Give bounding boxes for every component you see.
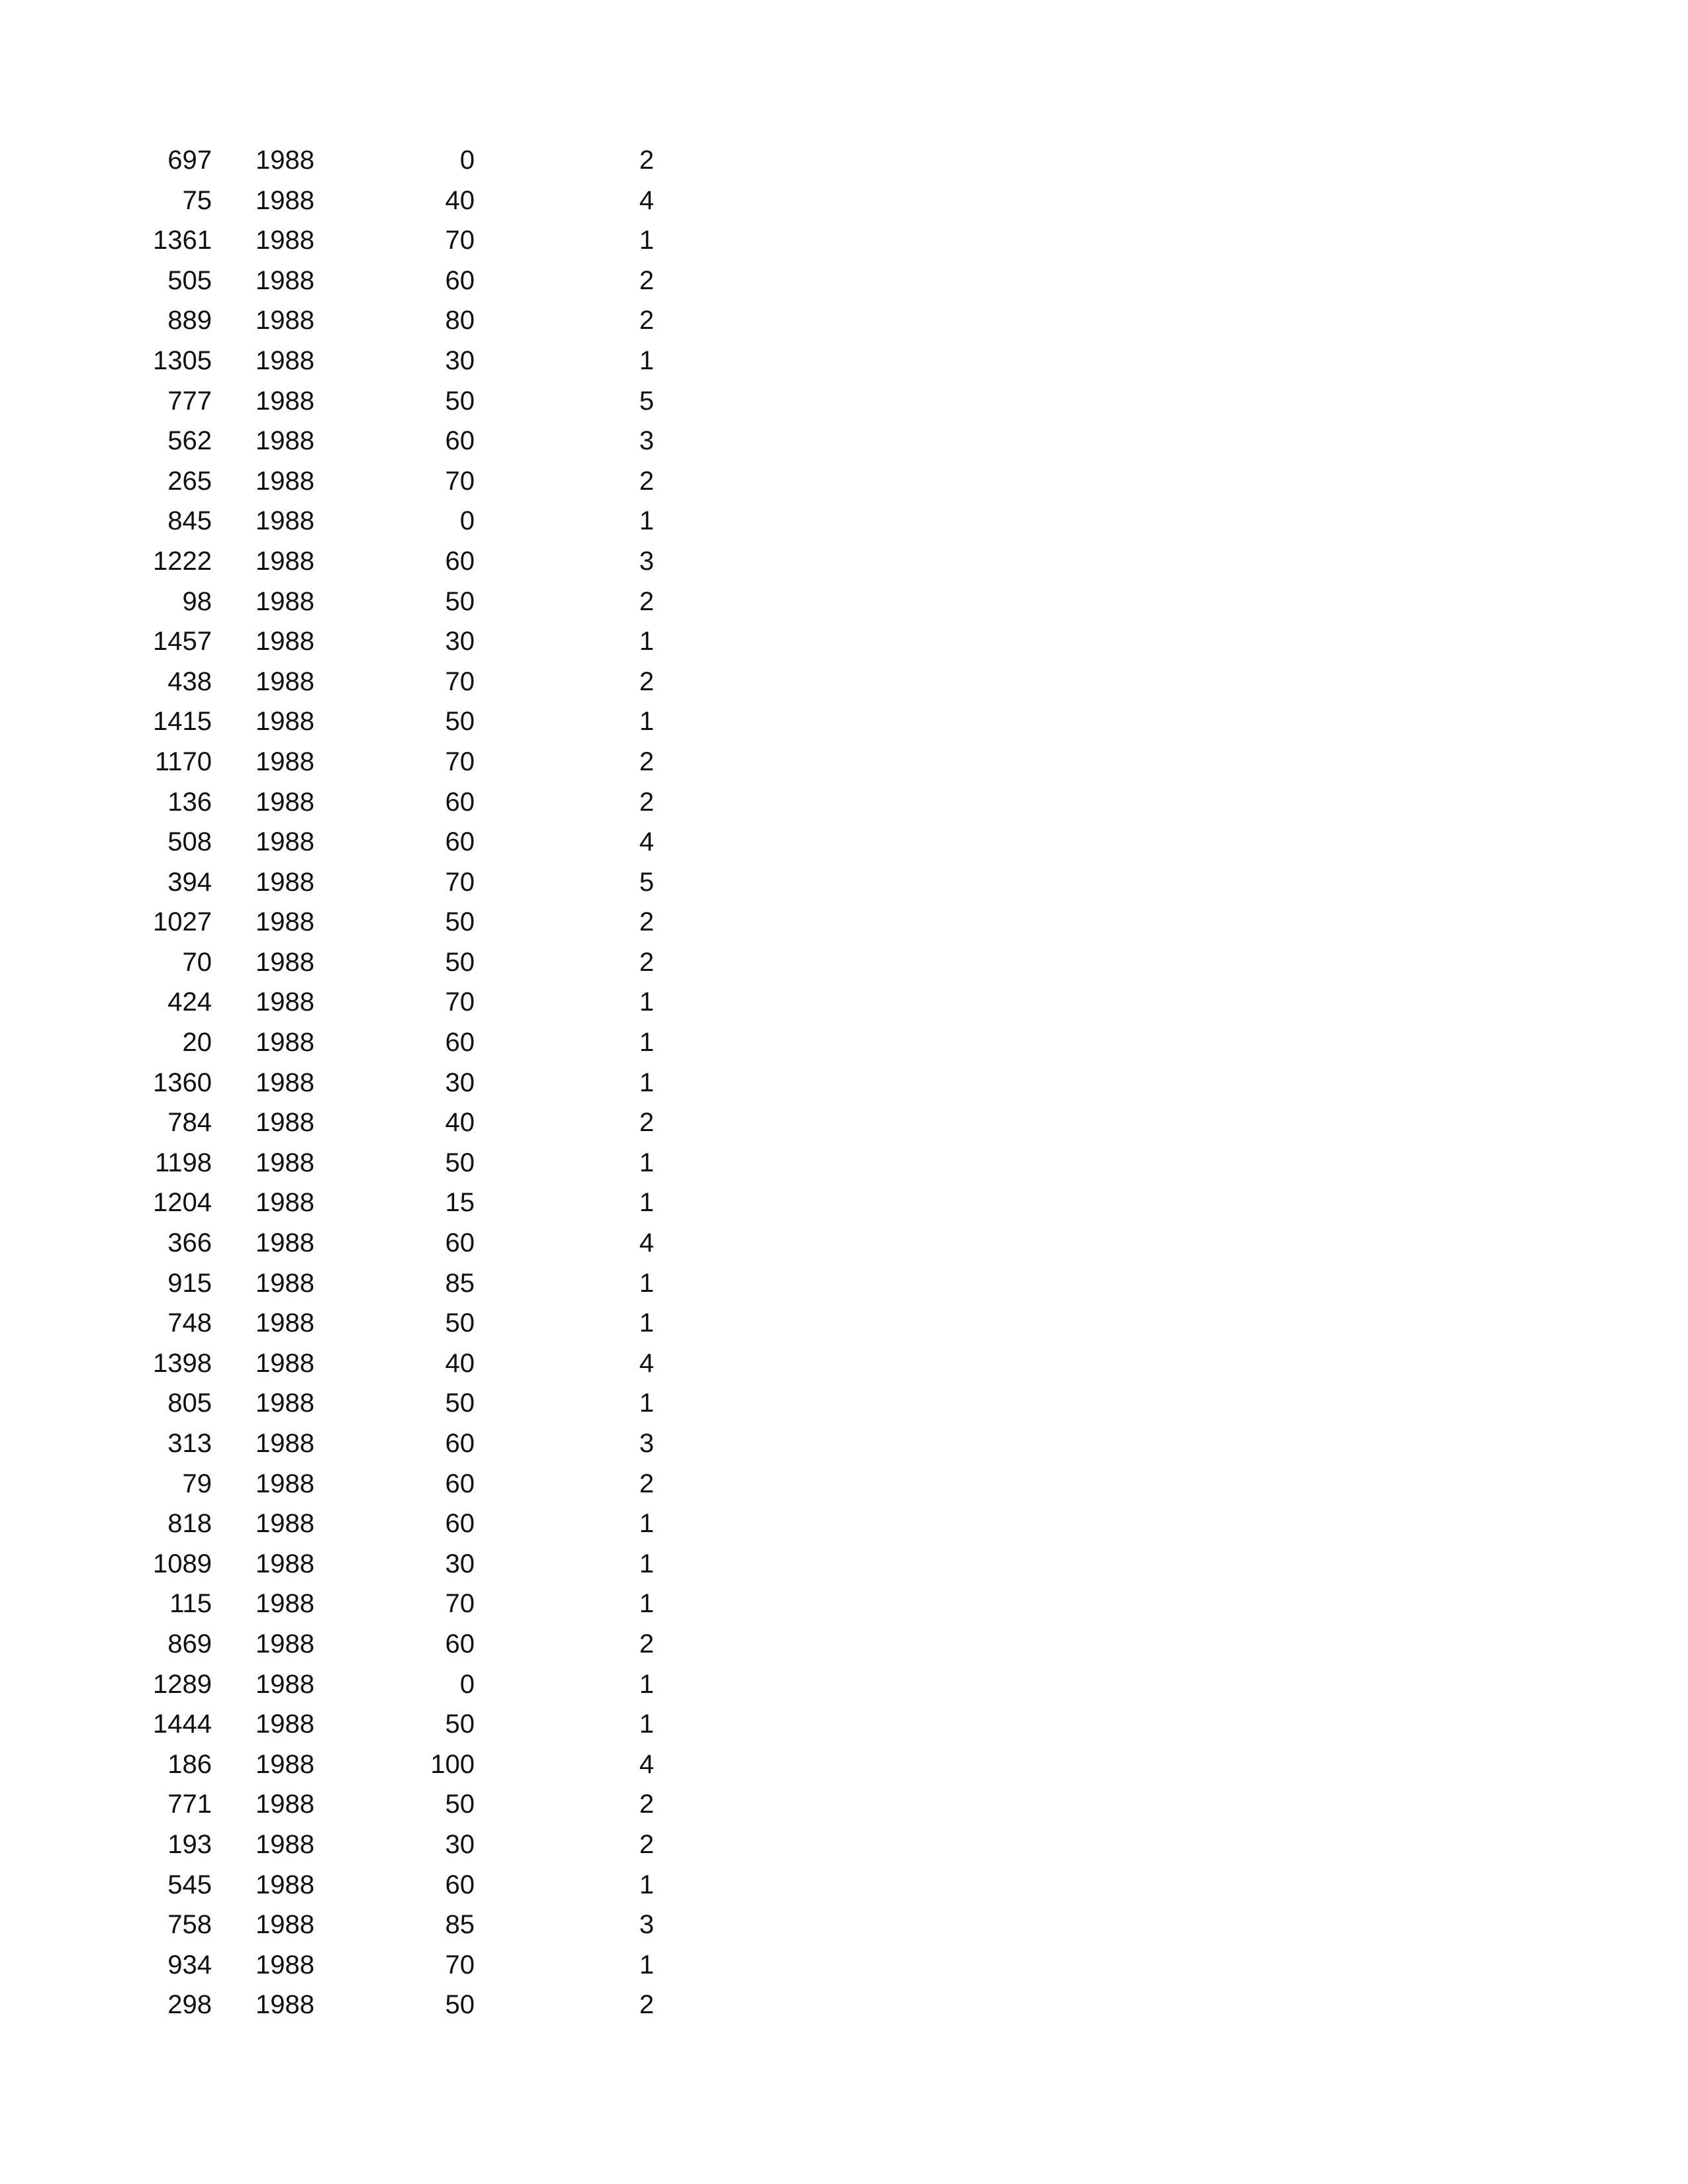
- cell-value: 60: [445, 1228, 475, 1258]
- table-row: [0, 181, 728, 221]
- cell-value: 60: [445, 546, 475, 576]
- table-row: [0, 621, 728, 662]
- cell-id: 424: [167, 987, 212, 1017]
- cell-year: 1988: [256, 747, 314, 776]
- cell-value: 70: [445, 666, 475, 696]
- cell-count: 1: [639, 1068, 654, 1097]
- table-row: [0, 220, 728, 261]
- cell-count: 1: [639, 1509, 654, 1539]
- table-row: [0, 1504, 728, 1544]
- cell-year: 1988: [256, 1950, 314, 1979]
- cell-year: 1988: [256, 1709, 314, 1739]
- cell-value: 85: [445, 1268, 475, 1298]
- cell-id: 298: [167, 1990, 212, 2020]
- table-row: [0, 1063, 728, 1103]
- cell-id: 784: [167, 1108, 212, 1138]
- cell-count: 1: [639, 226, 654, 255]
- cell-count: 2: [639, 1108, 654, 1138]
- cell-id: 136: [167, 787, 212, 817]
- cell-count: 1: [639, 1589, 654, 1619]
- cell-id: 889: [167, 306, 212, 336]
- cell-id: 1089: [153, 1549, 212, 1578]
- cell-id: 79: [182, 1469, 212, 1498]
- table-row: [0, 1143, 728, 1183]
- cell-count: 1: [639, 1268, 654, 1298]
- cell-year: 1988: [256, 466, 314, 496]
- cell-value: 50: [445, 707, 475, 737]
- cell-year: 1988: [256, 506, 314, 536]
- cell-count: 1: [639, 345, 654, 375]
- cell-year: 1988: [256, 1188, 314, 1218]
- cell-count: 2: [639, 586, 654, 616]
- cell-value: 50: [445, 1148, 475, 1177]
- table-row: [0, 1383, 728, 1424]
- cell-year: 1988: [256, 1990, 314, 2020]
- cell-value: 60: [445, 1429, 475, 1458]
- cell-value: 70: [445, 747, 475, 776]
- cell-year: 1988: [256, 907, 314, 937]
- cell-id: 505: [167, 265, 212, 295]
- cell-id: 748: [167, 1308, 212, 1338]
- cell-count: 4: [639, 1749, 654, 1779]
- table-row: [0, 341, 728, 381]
- cell-year: 1988: [256, 586, 314, 616]
- cell-count: 2: [639, 1829, 654, 1859]
- cell-year: 1988: [256, 1028, 314, 1058]
- table-row: [0, 702, 728, 742]
- cell-count: 1: [639, 987, 654, 1017]
- cell-year: 1988: [256, 546, 314, 576]
- cell-count: 3: [639, 1910, 654, 1940]
- cell-value: 0: [459, 146, 475, 175]
- table-row: [0, 1584, 728, 1624]
- cell-count: 1: [639, 1870, 654, 1899]
- table-row: [0, 1464, 728, 1504]
- cell-count: 1: [639, 1028, 654, 1058]
- cell-value: 30: [445, 1068, 475, 1097]
- cell-value: 60: [445, 1509, 475, 1539]
- table-row: [0, 421, 728, 461]
- cell-id: 934: [167, 1950, 212, 1979]
- cell-count: 1: [639, 707, 654, 737]
- table-row: [0, 942, 728, 983]
- cell-count: 4: [639, 827, 654, 857]
- table-row: [0, 1624, 728, 1664]
- cell-year: 1988: [256, 787, 314, 817]
- cell-id: 1222: [153, 546, 212, 576]
- table-row: [0, 501, 728, 541]
- cell-value: 50: [445, 947, 475, 977]
- cell-count: 1: [639, 1148, 654, 1177]
- cell-value: 50: [445, 1790, 475, 1819]
- cell-value: 30: [445, 627, 475, 657]
- cell-count: 2: [639, 907, 654, 937]
- table-row: [0, 1704, 728, 1745]
- cell-id: 1360: [153, 1068, 212, 1097]
- cell-value: 60: [445, 787, 475, 817]
- table-row: [0, 1544, 728, 1584]
- cell-id: 366: [167, 1228, 212, 1258]
- cell-value: 50: [445, 1308, 475, 1338]
- cell-value: 60: [445, 1870, 475, 1899]
- cell-year: 1988: [256, 306, 314, 336]
- table-row: [0, 1985, 728, 2025]
- cell-count: 1: [639, 1950, 654, 1979]
- cell-id: 265: [167, 466, 212, 496]
- cell-id: 818: [167, 1509, 212, 1539]
- cell-value: 50: [445, 386, 475, 416]
- table-row: [0, 1343, 728, 1384]
- cell-count: 1: [639, 1669, 654, 1699]
- cell-id: 20: [182, 1028, 212, 1058]
- cell-id: 805: [167, 1388, 212, 1418]
- table-row: [0, 1223, 728, 1263]
- cell-id: 777: [167, 386, 212, 416]
- cell-count: 4: [639, 1228, 654, 1258]
- table-row: [0, 822, 728, 862]
- cell-id: 562: [167, 426, 212, 456]
- cell-value: 50: [445, 1990, 475, 2020]
- cell-count: 2: [639, 1629, 654, 1659]
- cell-count: 2: [639, 265, 654, 295]
- cell-id: 1289: [153, 1669, 212, 1699]
- cell-year: 1988: [256, 1829, 314, 1859]
- cell-id: 75: [182, 185, 212, 215]
- cell-id: 697: [167, 146, 212, 175]
- cell-id: 1361: [153, 226, 212, 255]
- cell-count: 2: [639, 306, 654, 336]
- table-row: [0, 1023, 728, 1063]
- table-row: [0, 381, 728, 422]
- cell-count: 2: [639, 666, 654, 696]
- cell-count: 2: [639, 947, 654, 977]
- cell-count: 3: [639, 426, 654, 456]
- table-row: [0, 782, 728, 823]
- cell-year: 1988: [256, 1228, 314, 1258]
- cell-id: 545: [167, 1870, 212, 1899]
- cell-count: 1: [639, 1388, 654, 1418]
- table-row: [0, 862, 728, 903]
- cell-count: 2: [639, 1990, 654, 2020]
- cell-value: 40: [445, 1348, 475, 1378]
- cell-value: 50: [445, 1388, 475, 1418]
- cell-value: 40: [445, 1108, 475, 1138]
- cell-value: 0: [459, 506, 475, 536]
- cell-count: 1: [639, 1709, 654, 1739]
- cell-id: 1457: [153, 627, 212, 657]
- cell-value: 0: [459, 1669, 475, 1699]
- cell-id: 915: [167, 1268, 212, 1298]
- cell-year: 1988: [256, 1429, 314, 1458]
- table-row: [0, 742, 728, 782]
- table-row: [0, 1865, 728, 1905]
- cell-id: 98: [182, 586, 212, 616]
- table-row: [0, 1745, 728, 1785]
- cell-year: 1988: [256, 987, 314, 1017]
- cell-year: 1988: [256, 1068, 314, 1097]
- table-row: [0, 541, 728, 582]
- table-row: [0, 1945, 728, 1985]
- cell-count: 2: [639, 787, 654, 817]
- table-row: [0, 902, 728, 942]
- table-row: [0, 1183, 728, 1223]
- cell-id: 1198: [154, 1148, 212, 1177]
- cell-year: 1988: [256, 146, 314, 175]
- cell-id: 1415: [153, 707, 212, 737]
- cell-count: 5: [639, 386, 654, 416]
- table-row: [0, 662, 728, 702]
- cell-value: 60: [445, 426, 475, 456]
- cell-id: 186: [167, 1749, 212, 1779]
- table-row: [0, 1784, 728, 1825]
- table-row: [0, 1263, 728, 1304]
- cell-year: 1988: [256, 1669, 314, 1699]
- cell-id: 1204: [153, 1188, 212, 1218]
- cell-count: 2: [639, 466, 654, 496]
- cell-id: 758: [167, 1910, 212, 1940]
- cell-count: 1: [639, 1188, 654, 1218]
- cell-id: 771: [167, 1790, 212, 1819]
- cell-year: 1988: [256, 1589, 314, 1619]
- cell-count: 2: [639, 1469, 654, 1498]
- cell-year: 1988: [256, 226, 314, 255]
- cell-year: 1988: [256, 185, 314, 215]
- cell-value: 40: [445, 185, 475, 215]
- cell-id: 1305: [153, 345, 212, 375]
- cell-year: 1988: [256, 1549, 314, 1578]
- cell-year: 1988: [256, 1749, 314, 1779]
- table-row: [0, 1424, 728, 1464]
- cell-id: 845: [167, 506, 212, 536]
- cell-year: 1988: [256, 707, 314, 737]
- cell-count: 2: [639, 146, 654, 175]
- cell-count: 3: [639, 1429, 654, 1458]
- cell-count: 4: [639, 185, 654, 215]
- cell-value: 70: [445, 466, 475, 496]
- cell-value: 60: [445, 265, 475, 295]
- cell-value: 70: [445, 1589, 475, 1619]
- cell-year: 1988: [256, 666, 314, 696]
- cell-value: 30: [445, 345, 475, 375]
- cell-value: 70: [445, 226, 475, 255]
- cell-count: 3: [639, 546, 654, 576]
- cell-year: 1988: [256, 1108, 314, 1138]
- cell-value: 60: [445, 827, 475, 857]
- cell-count: 5: [639, 867, 654, 897]
- cell-year: 1988: [256, 1308, 314, 1338]
- cell-count: 1: [639, 506, 654, 536]
- cell-year: 1988: [256, 867, 314, 897]
- cell-id: 115: [169, 1589, 212, 1619]
- table-row: [0, 1825, 728, 1865]
- table-row: [0, 582, 728, 622]
- cell-id: 1027: [153, 907, 212, 937]
- cell-value: 50: [445, 1709, 475, 1739]
- cell-value: 15: [445, 1188, 475, 1218]
- cell-year: 1988: [256, 345, 314, 375]
- cell-id: 1170: [154, 747, 212, 776]
- cell-value: 80: [445, 306, 475, 336]
- cell-value: 70: [445, 987, 475, 1017]
- cell-value: 85: [445, 1910, 475, 1940]
- cell-year: 1988: [256, 1348, 314, 1378]
- cell-year: 1988: [256, 1388, 314, 1418]
- cell-id: 394: [167, 867, 212, 897]
- cell-id: 438: [167, 666, 212, 696]
- cell-count: 1: [639, 1549, 654, 1578]
- data-sheet: [0, 140, 728, 2025]
- cell-value: 60: [445, 1469, 475, 1498]
- cell-id: 1398: [153, 1348, 212, 1378]
- cell-year: 1988: [256, 1268, 314, 1298]
- cell-year: 1988: [256, 426, 314, 456]
- table-row: [0, 461, 728, 502]
- cell-count: 1: [639, 1308, 654, 1338]
- cell-year: 1988: [256, 947, 314, 977]
- cell-id: 869: [167, 1629, 212, 1659]
- cell-year: 1988: [256, 1629, 314, 1659]
- cell-count: 1: [639, 627, 654, 657]
- cell-year: 1988: [256, 386, 314, 416]
- cell-year: 1988: [256, 827, 314, 857]
- cell-count: 4: [639, 1348, 654, 1378]
- cell-id: 508: [167, 827, 212, 857]
- table-row: [0, 1103, 728, 1143]
- cell-value: 70: [445, 1950, 475, 1979]
- cell-year: 1988: [256, 1148, 314, 1177]
- cell-year: 1988: [256, 1790, 314, 1819]
- cell-year: 1988: [256, 1910, 314, 1940]
- cell-year: 1988: [256, 627, 314, 657]
- table-row: [0, 300, 728, 341]
- cell-year: 1988: [256, 1509, 314, 1539]
- cell-year: 1988: [256, 1469, 314, 1498]
- table-row: [0, 1303, 728, 1343]
- cell-value: 60: [445, 1028, 475, 1058]
- table-row: [0, 982, 728, 1023]
- cell-id: 70: [182, 947, 212, 977]
- cell-value: 50: [445, 586, 475, 616]
- cell-value: 60: [445, 1629, 475, 1659]
- cell-value: 30: [445, 1829, 475, 1859]
- cell-value: 50: [445, 907, 475, 937]
- cell-year: 1988: [256, 1870, 314, 1899]
- table-row: [0, 261, 728, 301]
- table-row: [0, 140, 728, 181]
- cell-value: 30: [445, 1549, 475, 1578]
- cell-count: 2: [639, 1790, 654, 1819]
- cell-year: 1988: [256, 265, 314, 295]
- cell-id: 193: [167, 1829, 212, 1859]
- cell-value: 70: [445, 867, 475, 897]
- cell-id: 1444: [153, 1709, 212, 1739]
- cell-value: 100: [430, 1749, 475, 1779]
- cell-id: 313: [167, 1429, 212, 1458]
- cell-count: 2: [639, 747, 654, 776]
- table-row: [0, 1664, 728, 1705]
- table-row: [0, 1905, 728, 1945]
